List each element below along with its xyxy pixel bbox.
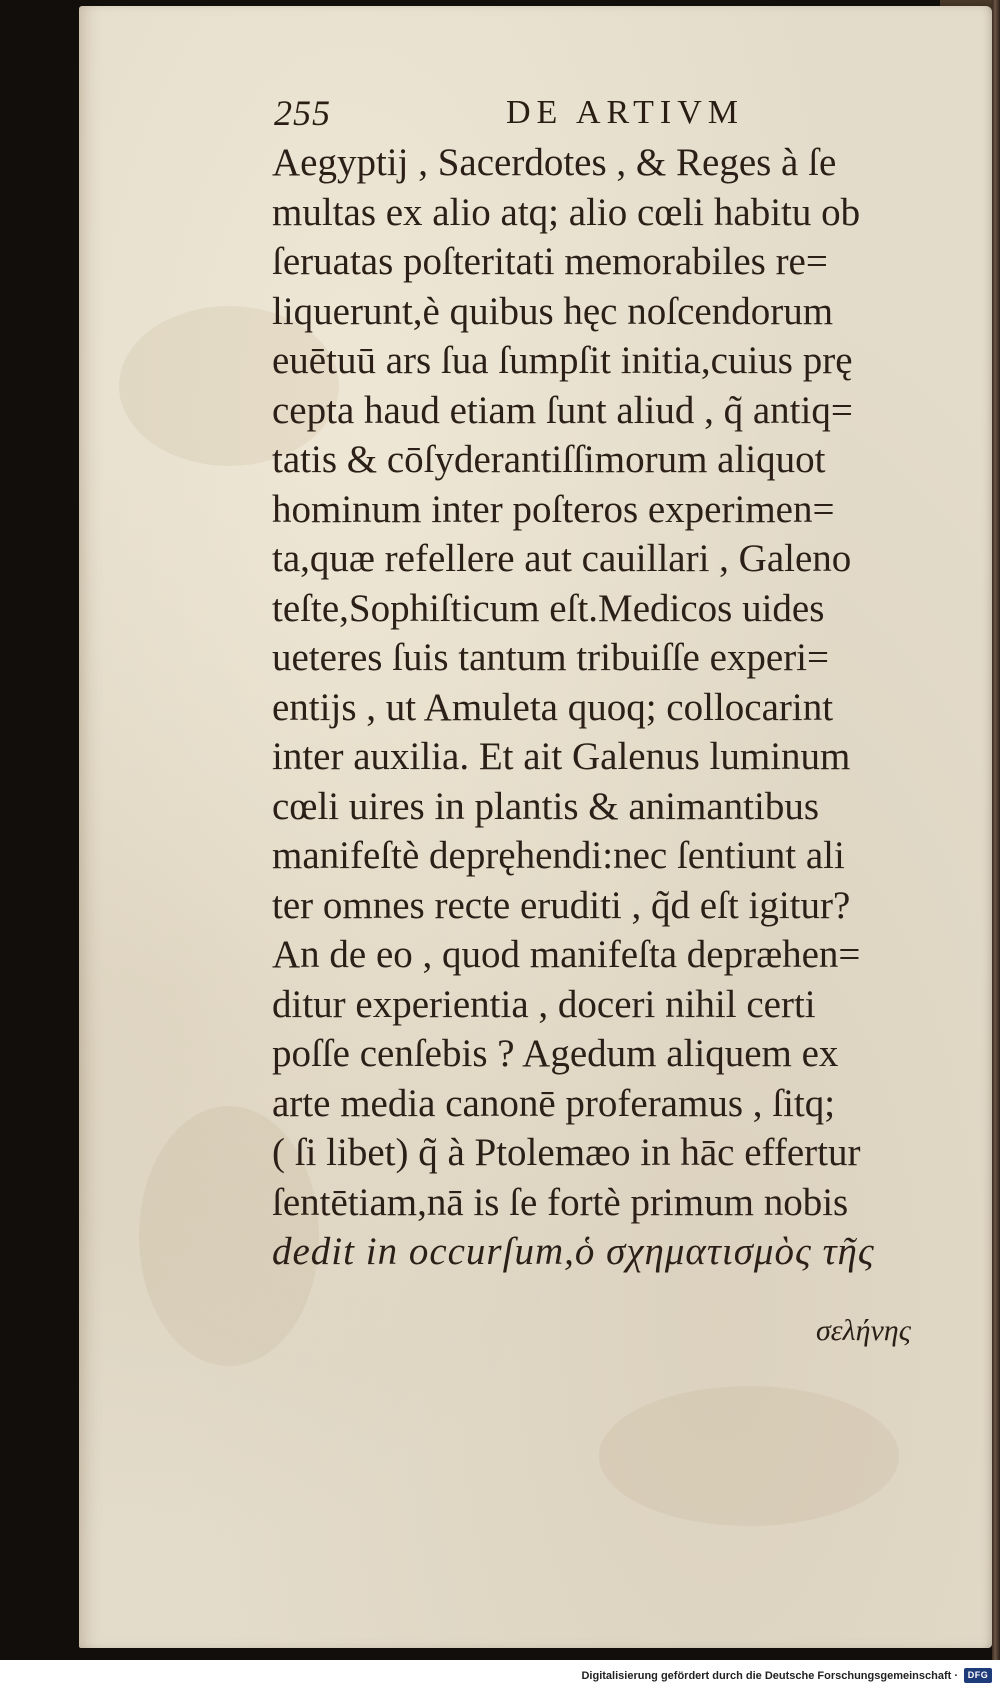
text-line: Aegyptij , Sacerdotes , & Reges à ſe — [272, 141, 837, 184]
book-edge-right — [992, 0, 1000, 1660]
text-line: ( ſi libet) q̃ à Ptolemæo in hāc effertur — [272, 1131, 861, 1174]
text-line: hominum inter poſteros experimen= — [272, 487, 835, 531]
text-line: multas ex alio atq; alio cœli habitu ob — [272, 190, 861, 234]
text-line: inter auxilia. Et ait Galenus luminum — [272, 735, 851, 778]
text-line: teſte,Sophiſticum eſt.Medicos uides — [272, 586, 825, 630]
text-line: tatis & cōſyderantiſſimorum aliquot — [272, 438, 826, 481]
text-line: cœli uires in plantis & animantibus — [272, 784, 820, 828]
text-line: ter omnes recte eruditi , q̃d eſt igitur? — [272, 883, 851, 927]
page-number: 255 — [274, 93, 331, 133]
text-line: entijs , ut Amuleta quoq; collocarint — [272, 685, 834, 729]
running-head-title: DE ARTIVM — [506, 94, 745, 131]
greek-catchword: σελήνης — [816, 1314, 911, 1347]
text-line: ſeruatas poſteritati memorabiles re= — [272, 240, 828, 283]
paper-stain — [599, 1386, 899, 1526]
text-line: ueteres ſuis tantum tribuiſſe experi= — [272, 636, 830, 679]
body-text — [272, 138, 972, 1277]
text-line: arte media canonē proferamus , ſitq; — [272, 1081, 836, 1125]
funding-credit: Digitalisierung gefördert durch die Deutsche Forschungsgemeinschaft · — [581, 1670, 958, 1682]
text-line: An de eo , quod manifeſta depræhen= — [272, 933, 861, 976]
text-line: ſentētiam,nā is ſe fortè primum nobis — [272, 1180, 849, 1224]
text-line: euētuū ars ſua ſumpſit initia,cuius prę — [272, 339, 853, 382]
text-line: cepta haud etiam ſunt aliud , q̃ antiq= — [272, 388, 853, 432]
text-line: liquerunt,è quibus hęc noſcendorum — [272, 289, 834, 333]
running-head — [274, 92, 894, 140]
digitization-footer — [0, 1660, 1000, 1693]
text-line: manifeſtè depręhendi:nec ſentiunt ali — [272, 834, 845, 877]
text-line: poſſe cenſebis ? Agedum aliquem ex — [272, 1032, 839, 1075]
text-line: ta,quæ refellere aut cauillari , Galeno — [272, 537, 852, 580]
text-line: dedit in occurſum,ὁ σχηματισμὸς τῆς — [272, 1230, 875, 1273]
dfg-logo-icon: DFG — [964, 1668, 992, 1683]
text-line: ditur experientia , doceri nihil certi — [272, 982, 816, 1026]
